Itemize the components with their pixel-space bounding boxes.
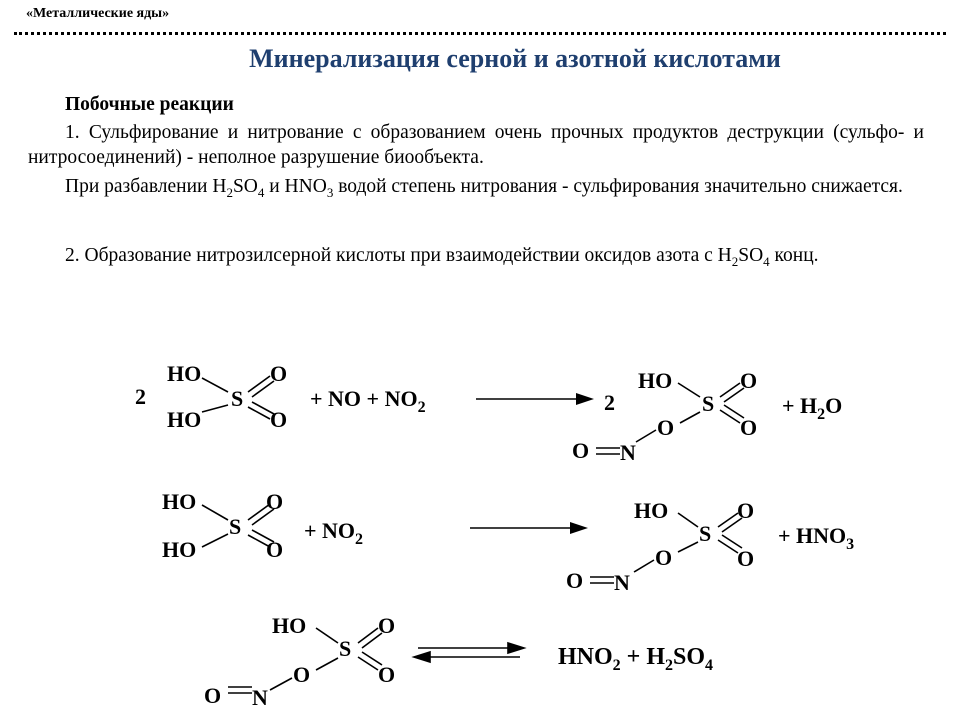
r1p-o-top: O — [740, 368, 758, 393]
r3-o-top: O — [378, 613, 396, 638]
r1p-o-right: O — [740, 415, 758, 440]
r1-s: S — [231, 386, 244, 411]
paragraph-3: 2. Образование нитрозилсерной кислоты при взаимодействии оксидов азота с $H_2SO_4$ конц. — [65, 245, 819, 269]
r3-o-n: O — [204, 683, 222, 708]
r2-ho-bottom: HO — [162, 537, 197, 562]
r1-ho-bottom: HO — [167, 407, 202, 432]
r2p-s: S — [699, 521, 712, 546]
r2p-o-right: O — [737, 546, 755, 571]
r2p-o-link: O — [655, 545, 673, 570]
slide-title: Минерализация серной и азотной кислотами — [249, 44, 781, 73]
r1-reagents: + NO + $NO_2$ — [310, 386, 426, 416]
r3-products: $HNO_2 + H_2SO_4$ — [558, 644, 714, 674]
r1-ho-top: HO — [167, 361, 202, 386]
r2-byproduct: + $HNO_3$ — [778, 523, 855, 553]
header-tag: «Металлические яды» — [26, 6, 170, 21]
coef-1: 2 — [135, 384, 146, 409]
paragraph-1: 1. Сульфирование и нитрование с образованием очень прочных продуктов деструкции (сульфо- и нитросоединений) - неполное разрушение биообъекта. — [28, 122, 924, 168]
r2p-n: N — [614, 570, 630, 595]
r1p-s: S — [702, 391, 715, 416]
r2-o-bottom: O — [266, 537, 284, 562]
r1-byproduct: + $H_2O$ — [782, 393, 843, 423]
r2-s: S — [229, 514, 242, 539]
r1p-ho: HO — [638, 368, 673, 393]
r3-o-link: O — [293, 662, 311, 687]
r3-n: N — [252, 685, 268, 710]
paragraph-2: При разбавлении $H_2SO_4$ и $HNO_3$ водой степень нитрования - сульфирования значительно снижается. — [65, 176, 903, 200]
r1p-n: N — [620, 440, 636, 465]
r1-o-top: O — [270, 361, 288, 386]
r3-s: S — [339, 636, 352, 661]
r2p-o-n: O — [566, 568, 584, 593]
r2-o-top: O — [266, 489, 284, 514]
r3-ho: HO — [272, 613, 307, 638]
r3-o-right: O — [378, 662, 396, 687]
r2-ho-top: HO — [162, 489, 197, 514]
r2p-o-top: O — [737, 498, 755, 523]
r1-o-bottom: O — [270, 407, 288, 432]
reaction-2-arrow — [570, 522, 588, 534]
r1p-o-link: O — [657, 415, 675, 440]
r1p-o-n: O — [572, 438, 590, 463]
reaction-1-arrow — [576, 393, 594, 405]
r1-product-coef: 2 — [604, 390, 615, 415]
r2p-ho: HO — [634, 498, 669, 523]
subtitle: Побочные реакции — [65, 94, 234, 115]
r2-reagents: + $NO_2$ — [304, 518, 364, 548]
